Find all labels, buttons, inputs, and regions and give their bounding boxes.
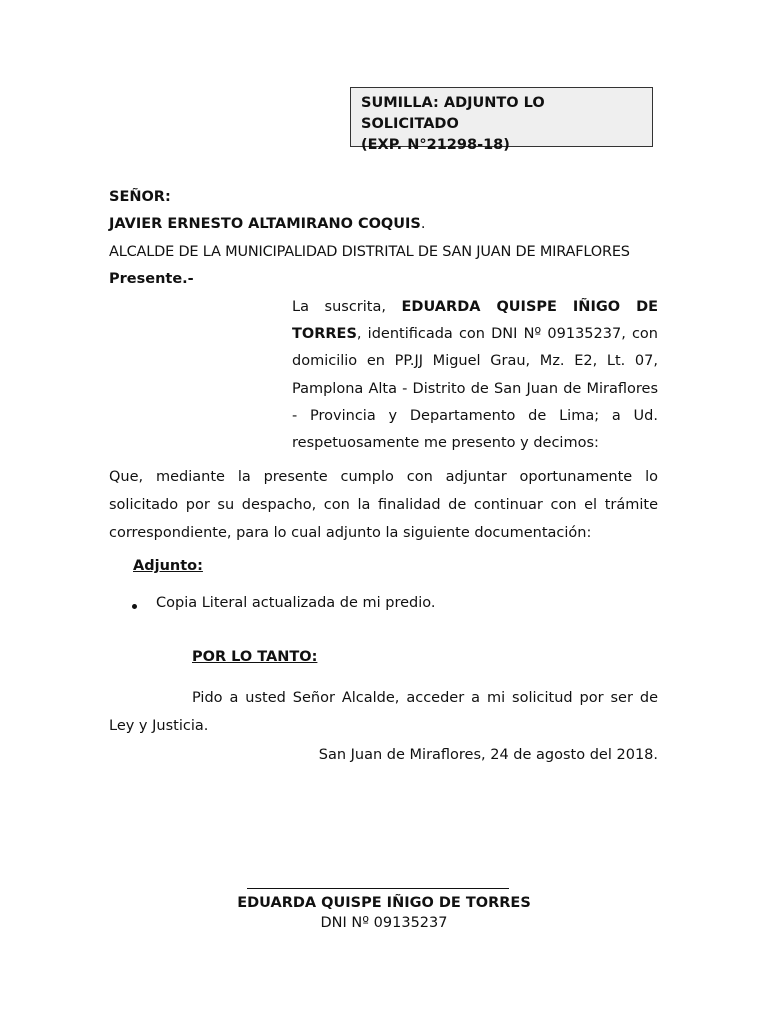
- intro-prefix: La suscrita,: [292, 299, 402, 315]
- intro-body: , identificada con DNI Nº 09135237, con domicilio en PP.JJ Miguel Grau, Mz. E2, Lt. 07, Pamplona Alta - Distrito de San Juan de Miraflores - Provincia y Departamento de Lima; a Ud. respetuosamente me presento y decimos:: [292, 326, 658, 452]
- body-paragraph: Que, mediante la presente cumplo con adjuntar oportunamente lo solicitado por su despacho, con la finalidad de continuar con el trámite correspondiente, para lo cual adjunto la siguiente documentación:: [109, 469, 658, 541]
- intro-paragraph: [292, 294, 658, 457]
- conclusion-text: Pido a usted Señor Alcalde, acceder a mi solicitud por ser de Ley y Justicia.: [109, 690, 658, 734]
- bullet-icon: [132, 604, 137, 609]
- salutation: SEÑOR:: [109, 189, 171, 205]
- addressee-name-suffix: .: [420, 216, 426, 232]
- place-date: San Juan de Miraflores, 24 de agosto del 2018.: [318, 747, 658, 763]
- signature-line: [247, 888, 509, 889]
- conclusion-heading: POR LO TANTO:: [192, 649, 318, 665]
- attachment-item: Copia Literal actualizada de mi predio.: [156, 595, 436, 611]
- sumilla-title: SUMILLA: ADJUNTO LO SOLICITADO: [361, 95, 545, 132]
- sumilla-box: [350, 87, 653, 153]
- addressee-position: ALCALDE DE LA MUNICIPALIDAD DISTRITAL DE SAN JUAN DE MIRAFLORES: [109, 244, 630, 260]
- signature-name: EDUARDA QUISPE IÑIGO DE TORRES: [237, 895, 531, 911]
- petitioner-name: EDUARDA QUISPE IÑIGO DE TORRES: [292, 299, 659, 343]
- addressee-name: JAVIER ERNESTO ALTAMIRANO COQUIS: [109, 216, 421, 232]
- presente-label: Presente.-: [109, 271, 194, 287]
- signature-dni: DNI Nº 09135237: [320, 915, 448, 931]
- expediente-number: (EXP. N°21298-18): [361, 137, 510, 153]
- addressee-name-line: [109, 216, 425, 232]
- attachments-heading: Adjunto:: [133, 558, 203, 574]
